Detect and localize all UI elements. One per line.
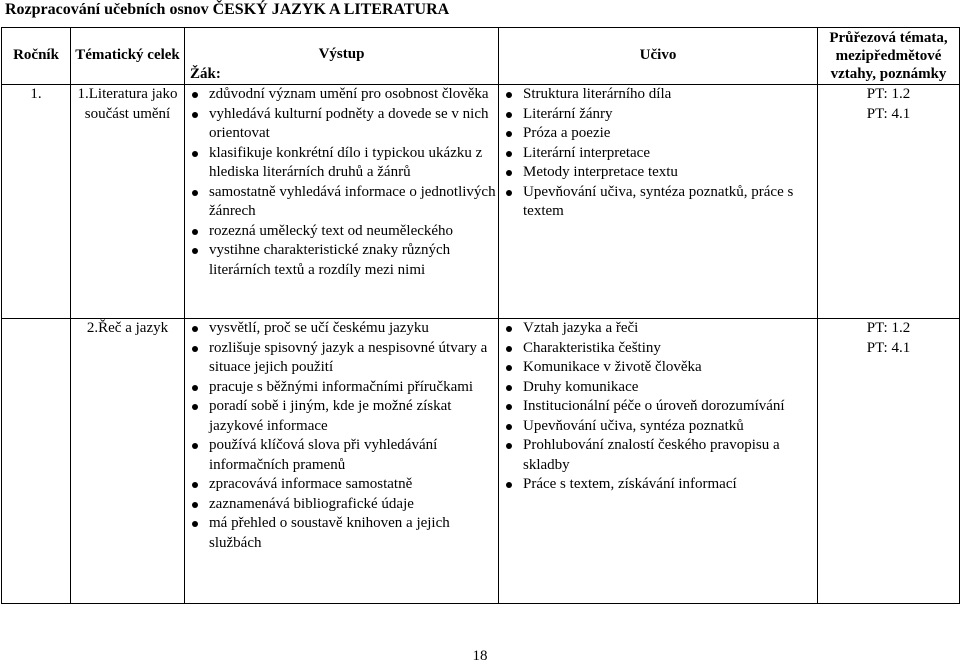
list-item: Prohlubování znalostí českého pravopisu a skladby xyxy=(499,436,817,475)
header-ucivo: Učivo xyxy=(499,28,818,85)
list-item: Práce s textem, získávání informací xyxy=(499,475,817,495)
header-celek: Tématický celek xyxy=(71,28,185,85)
list-item: klasifikuje konkrétní dílo i typickou ukázku z hlediska literárních druhů a žánrů xyxy=(185,144,498,183)
document-title: Rozpracování učebních osnov ČESKÝ JAZYK A LITERATURA xyxy=(5,1,450,18)
list-item: zdůvodní význam umění pro osobnost člověka xyxy=(185,85,498,105)
list-item: Vztah jazyka a řeči xyxy=(499,319,817,339)
list-item: Komunikace v životě člověka xyxy=(499,358,817,378)
list-item: pracuje s běžnými informačními příručkami xyxy=(185,378,498,398)
list-item: rozlišuje spisovný jazyk a nespisovné útvary a situace jejich použití xyxy=(185,339,498,378)
header-prurez-line: vztahy, poznámky xyxy=(830,66,947,82)
list-item: Metody interpretace textu xyxy=(499,163,817,183)
header-prurez-line: mezipředmětové xyxy=(835,48,942,64)
list-item: samostatně vyhledává informace o jednotlivých žánrech xyxy=(185,183,498,222)
page-number: 18 xyxy=(472,648,488,664)
celek-line: 1.Literatura jako xyxy=(77,86,178,102)
list-item: zpracovává informace samostatně xyxy=(185,475,498,495)
pt-cell xyxy=(818,85,960,319)
list-item: vystihne charakteristické znaky různých literárních textů a rozdíly mezi nimi xyxy=(185,241,498,280)
header-zak: Žák: xyxy=(190,65,221,82)
list-item: používá klíčová slova při vyhledávání informačních pramenů xyxy=(185,436,498,475)
list-item: vyhledává kulturní podněty a dovede se v nich orientovat xyxy=(185,105,498,144)
celek-cell xyxy=(71,319,185,604)
list-item: má přehled o soustavě knihoven a jejich službách xyxy=(185,514,498,553)
header-row xyxy=(2,28,960,85)
pt-line: PT: 4.1 xyxy=(866,339,911,356)
vystup-cell xyxy=(185,85,499,319)
header-prurez-line: Průřezová témata, xyxy=(829,30,948,46)
list-item: Literární žánry xyxy=(499,105,817,125)
vystup-cell xyxy=(185,319,499,604)
list-item: Charakteristika češtiny xyxy=(499,339,817,359)
list-item: Próza a poezie xyxy=(499,124,817,144)
pt-line: PT: 4.1 xyxy=(866,105,911,122)
rocnik-cell xyxy=(2,319,71,604)
pt-cell xyxy=(818,319,960,604)
list-item: rozezná umělecký text od neuměleckého xyxy=(185,222,498,242)
celek-line: součást umění xyxy=(84,105,171,122)
list-item: Literární interpretace xyxy=(499,144,817,164)
header-vystup-cell xyxy=(185,28,499,85)
ucivo-list xyxy=(499,319,817,495)
rocnik-cell: 1. xyxy=(2,85,71,319)
header-vystup: Výstup xyxy=(318,46,365,62)
list-item: Institucionální péče o úroveň dorozumívání xyxy=(499,397,817,417)
ucivo-cell xyxy=(499,85,818,319)
list-item: Struktura literárního díla xyxy=(499,85,817,105)
list-item: Upevňování učiva, syntéza poznatků, práce s textem xyxy=(499,183,817,222)
celek-line: 2.Řeč a jazyk xyxy=(86,320,169,336)
vystup-list xyxy=(185,319,498,553)
list-item: poradí sobě i jiným, kde je možné získat jazykové informace xyxy=(185,397,498,436)
pt-line: PT: 1.2 xyxy=(866,86,911,102)
list-item: Druhy komunikace xyxy=(499,378,817,398)
ucivo-list xyxy=(499,85,817,222)
table-row xyxy=(2,85,960,319)
list-item: vysvětlí, proč se učí českému jazyku xyxy=(185,319,498,339)
pt-line: PT: 1.2 xyxy=(866,320,911,336)
vystup-list xyxy=(185,85,498,280)
ucivo-cell xyxy=(499,319,818,604)
celek-cell xyxy=(71,85,185,319)
table-row xyxy=(2,319,960,604)
header-prurez xyxy=(818,28,960,85)
curriculum-table xyxy=(1,27,960,604)
list-item: zaznamenává bibliografické údaje xyxy=(185,495,498,515)
list-item: Upevňování učiva, syntéza poznatků xyxy=(499,417,817,437)
header-rocnik: Ročník xyxy=(2,28,71,85)
